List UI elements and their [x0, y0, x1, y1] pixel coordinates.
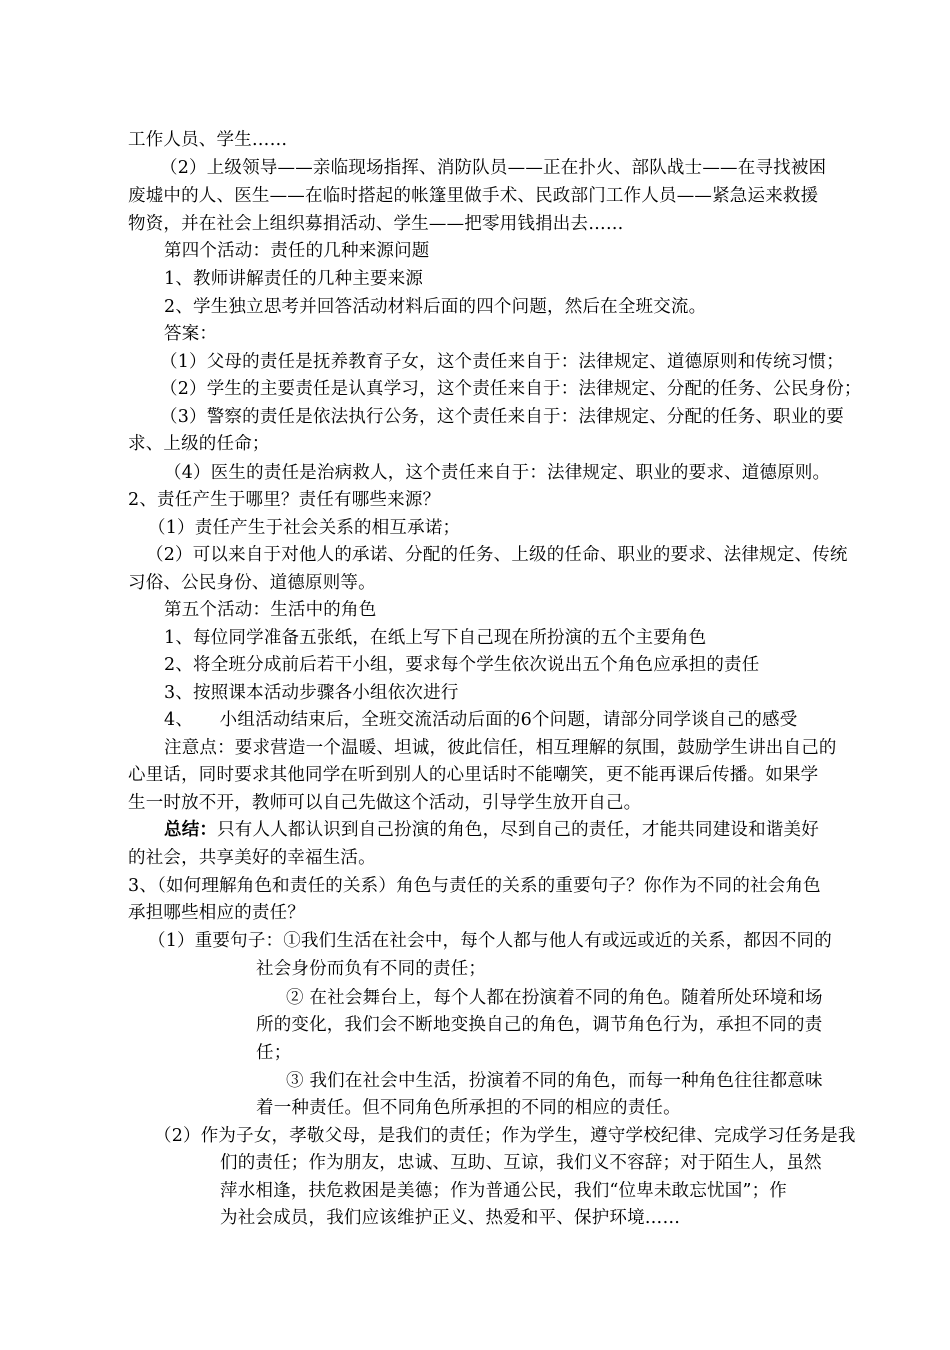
text-line: 们的责任；作为朋友，忠诚、互助、互谅，我们义不容辞；对于陌生人，虽然 [220, 1153, 822, 1173]
text-line: （2）学生的主要责任是认真学习，这个责任来自于：法律规定、分配的任务、公民身份； [160, 379, 862, 399]
text-line: 1、教师讲解责任的几种主要来源 [164, 269, 424, 289]
section-heading: 第五个活动：生活中的角色 [164, 600, 377, 620]
question-heading: 2、责任产生于哪里？责任有哪些来源？ [128, 490, 441, 510]
question-heading: 承担哪些相应的责任？ [128, 903, 305, 923]
text-line: 任； [256, 1043, 292, 1063]
text-line: 注意点：要求营造一个温暖、坦诚，彼此信任，相互理解的氛围，鼓励学生讲出自己的 [164, 738, 837, 758]
text-line: 1、每位同学准备五张纸，在纸上写下自己现在所扮演的五个主要角色 [164, 628, 707, 648]
text-line: 工作人员、学生…… [128, 130, 288, 150]
text-line: 2、学生独立思考并回答活动材料后面的四个问题，然后在全班交流。 [164, 297, 707, 317]
text-line: （2）上级领导——亲临现场指挥、消防队员——正在扑火、部队战士——在寻找被困 [160, 158, 827, 178]
text-line: 答案： [164, 324, 218, 344]
text-line: 萍水相逢，扶危救困是美德；作为普通公民，我们“位卑未敢忘忧国”；作 [220, 1181, 787, 1201]
text-line: （1）重要句子：①我们生活在社会中，每个人都与他人有或远或近的关系，都因不同的 [148, 931, 832, 951]
text-line: （2）可以来自于对他人的承诺、分配的任务、上级的任命、职业的要求、法律规定、传统 [146, 545, 848, 565]
text-line: ② 在社会舞台上，每个人都在扮演着不同的角色。随着所处环境和场 [286, 988, 823, 1008]
text-line: 着一种责任。但不同角色所承担的不同的相应的责任。 [256, 1098, 681, 1118]
text-line: （2）作为子女，孝敬父母，是我们的责任；作为学生，遵守学校纪律、完成学习任务是我 [154, 1126, 856, 1146]
text-line: （1）父母的责任是抚养教育子女，这个责任来自于：法律规定、道德原则和传统习惯； [160, 352, 844, 372]
text-line: 的社会，共享美好的幸福生活。 [128, 848, 376, 868]
text-line: ③ 我们在社会中生活，扮演着不同的角色，而每一种角色往往都意味 [286, 1071, 823, 1091]
text-line: 废墟中的人、医生——在临时搭起的帐篷里做手术、民政部门工作人员——紧急运来救援 [128, 186, 819, 206]
text-line: 习俗、公民身份、道德原则等。 [128, 573, 376, 593]
text-line: 物资，并在社会上组织募捐活动、学生——把零用钱捐出去…… [128, 214, 624, 234]
text-line: 3、按照课本活动步骤各小组依次进行 [164, 683, 459, 703]
text-line: 4、 小组活动结束后，全班交流活动后面的6个问题，请部分同学谈自己的感受 [164, 710, 798, 730]
text-line: 2、将全班分成前后若干小组，要求每个学生依次说出五个角色应承担的责任 [164, 655, 760, 675]
text-line: （1）责任产生于社会关系的相互承诺； [148, 518, 461, 538]
text-line: 求、上级的任命； [128, 434, 270, 454]
summary-label: 总结： [164, 820, 218, 840]
text-line: 心里话，同时要求其他同学在听到别人的心里话时不能嘲笑，更不能再课后传播。如果学 [128, 765, 819, 785]
text-line: 所的变化，我们会不断地变换自己的角色，调节角色行为，承担不同的责 [256, 1015, 823, 1035]
section-heading: 第四个活动：责任的几种来源问题 [164, 241, 430, 261]
text-line: （4）医生的责任是治病救人，这个责任来自于：法律规定、职业的要求、道德原则。 [164, 463, 831, 483]
text-line: 生一时放不开，教师可以自己先做这个活动，引导学生放开自己。 [128, 793, 642, 813]
text-line: 社会身份而负有不同的责任； [256, 959, 487, 979]
summary-text: 只有人人都认识到自己扮演的角色，尽到自己的责任，才能共同建设和谐美好 [217, 820, 819, 840]
summary-line [164, 816, 819, 844]
question-heading: 3、（如何理解角色和责任的关系）角色与责任的关系的重要句子？你作为不同的社会角色 [128, 876, 821, 896]
text-line: 为社会成员，我们应该维护正义、热爱和平、保护环境…… [220, 1208, 681, 1228]
text-line: （3）警察的责任是依法执行公务，这个责任来自于：法律规定、分配的任务、职业的要 [160, 407, 844, 427]
